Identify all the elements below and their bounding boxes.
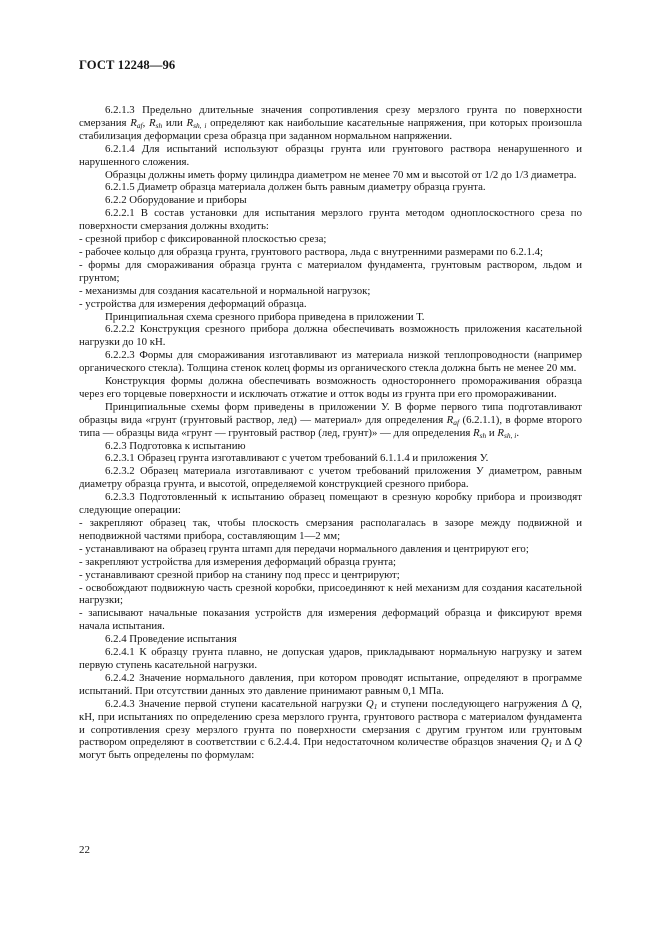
page-header: ГОСТ 12248—96 [79, 58, 176, 72]
list-item: - устанавливают на образец грунта штамп для передачи нормального давления и центрируют его; [79, 542, 529, 555]
page-number: 22 [79, 844, 90, 856]
list-item: - записывают начальные показания устройств для измерения деформаций образца и фиксируют время начала испытания. [79, 607, 582, 633]
paragraph: 6.2.4.1 К образцу грунта плавно, не допуская ударов, прикладывают нормальную нагрузку и затем первую ступень касательной нагрузки. [79, 646, 582, 671]
list-item: - закрепляют образец так, чтобы плоскость смерзания располагалась в зазоре между подвижной и неподвижной частями прибора, составляющим 1—2 мм; [79, 517, 582, 542]
list-item: - механизмы для создания касательной и нормальной нагрузок; [79, 284, 371, 297]
paragraph: Принципиальная схема срезного прибора приведена в приложении Т. [105, 310, 425, 323]
paragraph: Образцы должны иметь форму цилиндра диаметром не менее 70 мм и высотой от 1/2 до 1/3 диаметра. [105, 168, 577, 181]
paragraph: 6.2.4.3 Значение первой ступени касательной нагрузки $Q_1$ и ступени последующего нагружения Δ Q, кН, при испытаниях по определению среза мерзлого грунта, грунтового раствора с материалом фундамента и сопротивления срезу мерзлого грунта по поверхности смерзания с другим грунтом или грунтовым раствором определяют в соответствии с 6.2.4.4. При недостаточном количестве образцов значения $Q_1$ и Δ Q могут быть определены по формулам: [79, 697, 582, 762]
paragraph: 6.2.3 Подготовка к испытанию [105, 439, 246, 452]
paragraph: 6.2.4.2 Значение нормального давления, при котором проводят испытание, определяют в программе испытаний. При отсутствии данных это давление принимают равным 0,1 МПа. [79, 671, 582, 697]
document-body [79, 104, 582, 762]
paragraph: 6.2.3.3 Подготовленный к испытанию образец помещают в срезную коробку прибора и производят следующие операции: [79, 491, 582, 517]
list-item: - устройства для измерения деформаций образца. [79, 297, 307, 310]
paragraph: 6.2.2.2 Конструкция срезного прибора должна обеспечивать возможность приложения касательной нагрузки до 10 кН. [79, 323, 582, 349]
paragraph: 6.2.3.2 Образец материала изготавливают с учетом требований приложения У диаметром, равным диаметру образца грунта, и высотой, определяемой конструкцией срезного прибора. [79, 465, 582, 491]
paragraph: Принципиальные схемы форм приведены в приложении У. В форме первого типа подготавливают образцы вида «грунт (грунтовый раствор, лед) — материал» для определения $R_{af}$ (6.2.1.1), в форме второго типа — образцы вида «грунт — грунтовый раствор (лед, грунт)» — для определения $R_{sh}$ и $R_{sh, i}$. [79, 400, 582, 440]
list-item: - формы для смораживания образца грунта с материалом фундамента, грунтовым раствором, льдом и грунтом; [79, 258, 582, 284]
paragraph: 6.2.2 Оборудование и приборы [105, 194, 247, 207]
list-item: - освобождают подвижную часть срезной коробки, присоединяют к ней механизм для создания касательной нагрузки; [79, 581, 582, 607]
paragraph: 6.2.1.3 Предельно длительные значения сопротивления срезу мерзлого грунта по поверхности смерзания $R_{af}$, $R_{sh}$ или $R_{sh, i}$ определяют как наибольшие касательные напряжения, при которых произошла стабилизация деформации среза образца при заданном нормальном напряжении. [79, 104, 582, 142]
list-item: - устанавливают срезной прибор на станину под пресс и центрируют; [79, 568, 400, 581]
list-item: - рабочее кольцо для образца грунта, грунтового раствора, льда с внутренними размерами по 6.2.1.4; [79, 245, 543, 258]
list-item: - срезной прибор с фиксированной плоскостью среза; [79, 233, 327, 246]
paragraph: Конструкция формы должна обеспечивать возможность одностороннего промораживания образца через его торцевые поверхности и исключать отжатие и отток воды из грунта при его промораживании. [79, 375, 582, 400]
paragraph: 6.2.1.4 Для испытаний используют образцы грунта или грунтового раствора ненарушенного и нарушенного сложения. [79, 142, 582, 168]
paragraph: 6.2.4 Проведение испытания [105, 633, 237, 646]
paragraph: 6.2.2.3 Формы для смораживания изготавливают из материала низкой теплопроводности (например органического стекла). Толщина стенок колец формы из органического стекла должна быть не менее 20 мм. [79, 349, 582, 375]
paragraph: 6.2.2.1 В состав установки для испытания мерзлого грунта методом одноплоскостного среза по поверхности смерзания должны входить: [79, 207, 582, 233]
paragraph: 6.2.3.1 Образец грунта изготавливают с учетом требований 6.1.1.4 и приложения У. [105, 452, 489, 465]
paragraph: 6.2.1.5 Диаметр образца материала должен быть равным диаметру образца грунта. [105, 181, 486, 194]
list-item: - закрепляют устройства для измерения деформаций образца грунта; [79, 555, 397, 568]
